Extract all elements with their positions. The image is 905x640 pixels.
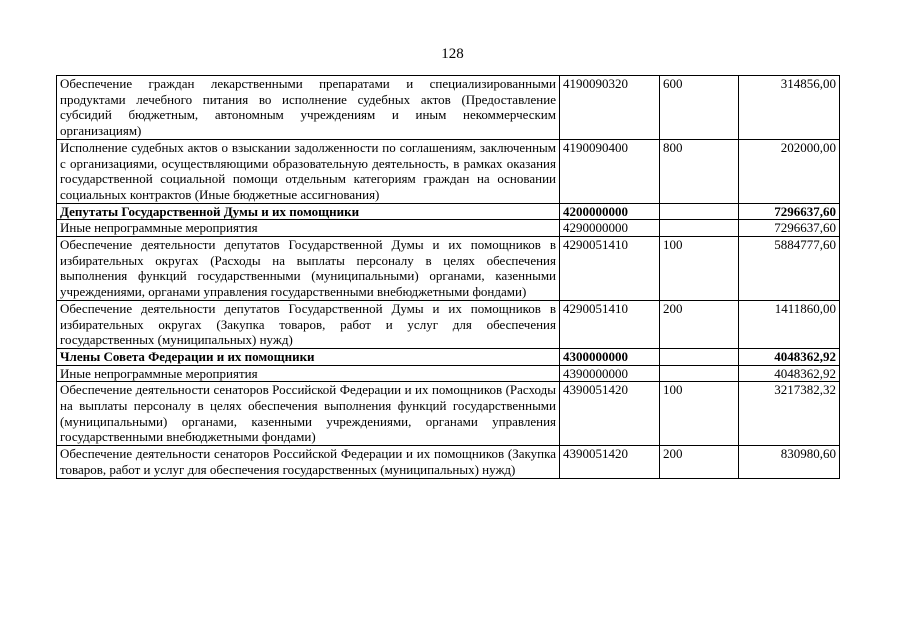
row-target-code: 4390051420	[560, 446, 660, 478]
row-amount: 202000,00	[739, 139, 840, 203]
table-row	[57, 220, 840, 237]
row-target-code: 4200000000	[560, 203, 660, 220]
table-row	[57, 365, 840, 382]
table-row	[57, 203, 840, 220]
row-expense-type	[660, 220, 739, 237]
row-description: Иные непрограммные мероприятия	[57, 220, 560, 237]
row-target-code: 4290051410	[560, 237, 660, 301]
table-row	[57, 237, 840, 301]
row-target-code: 4190090400	[560, 139, 660, 203]
row-target-code: 4390000000	[560, 365, 660, 382]
row-target-code: 4290000000	[560, 220, 660, 237]
row-description: Обеспечение деятельности сенаторов Российской Федерации и их помощников (Закупка товаров, работ и услуг для обеспечения государственных (муниципальных) нужд)	[57, 446, 560, 478]
row-amount: 4048362,92	[739, 348, 840, 365]
budget-table	[56, 75, 840, 479]
table-row	[57, 348, 840, 365]
row-target-code: 4300000000	[560, 348, 660, 365]
row-amount: 5884777,60	[739, 237, 840, 301]
row-amount: 830980,60	[739, 446, 840, 478]
row-amount: 4048362,92	[739, 365, 840, 382]
row-expense-type: 100	[660, 382, 739, 446]
row-description: Члены Совета Федерации и их помощники	[57, 348, 560, 365]
row-target-code: 4390051420	[560, 382, 660, 446]
table-row	[57, 76, 840, 140]
row-amount: 7296637,60	[739, 203, 840, 220]
row-description: Исполнение судебных актов о взыскании задолженности по соглашениям, заключенным с организациями, осуществляющими образовательную деятельность, в рамках оказания государственной социальной помощи отдельным категориям граждан на основании социальных контрактов (Иные бюджетные ассигнования)	[57, 139, 560, 203]
row-expense-type	[660, 203, 739, 220]
row-description: Обеспечение деятельности сенаторов Российской Федерации и их помощников (Расходы на выплаты персоналу в целях обеспечения выполнения функций государственными (муниципальными) органами, казенными учреждениями, органами управления государственными внебюджетными фондами)	[57, 382, 560, 446]
row-amount: 314856,00	[739, 76, 840, 140]
row-target-code: 4190090320	[560, 76, 660, 140]
row-amount: 7296637,60	[739, 220, 840, 237]
row-expense-type: 800	[660, 139, 739, 203]
row-amount: 3217382,32	[739, 382, 840, 446]
row-description: Обеспечение деятельности депутатов Государственной Думы и их помощников в избирательных округах (Расходы на выплаты персоналу в целях обеспечения выполнения функций государственными (муниципальными) органами, казенными учреждениями, органами управления государственными внебюджетными фондами)	[57, 237, 560, 301]
table-row	[57, 382, 840, 446]
row-description: Обеспечение деятельности депутатов Государственной Думы и их помощников в избирательных округах (Закупка товаров, работ и услуг для обеспечения государственных (муниципальных) нужд)	[57, 300, 560, 348]
row-description: Депутаты Государственной Думы и их помощники	[57, 203, 560, 220]
table-row	[57, 446, 840, 478]
row-expense-type: 100	[660, 237, 739, 301]
row-expense-type	[660, 365, 739, 382]
row-expense-type: 600	[660, 76, 739, 140]
row-expense-type: 200	[660, 446, 739, 478]
row-expense-type	[660, 348, 739, 365]
row-expense-type: 200	[660, 300, 739, 348]
table-row	[57, 139, 840, 203]
row-amount: 1411860,00	[739, 300, 840, 348]
page-number: 128	[441, 46, 464, 62]
row-target-code: 4290051410	[560, 300, 660, 348]
table-row	[57, 300, 840, 348]
row-description: Обеспечение граждан лекарственными препаратами и специализированными продуктами лечебного питания во исполнение судебных актов (Предоставление субсидий бюджетным, автономным учреждениям и иным некоммерческим организациям)	[57, 76, 560, 140]
budget-table-body	[57, 76, 840, 479]
row-description: Иные непрограммные мероприятия	[57, 365, 560, 382]
